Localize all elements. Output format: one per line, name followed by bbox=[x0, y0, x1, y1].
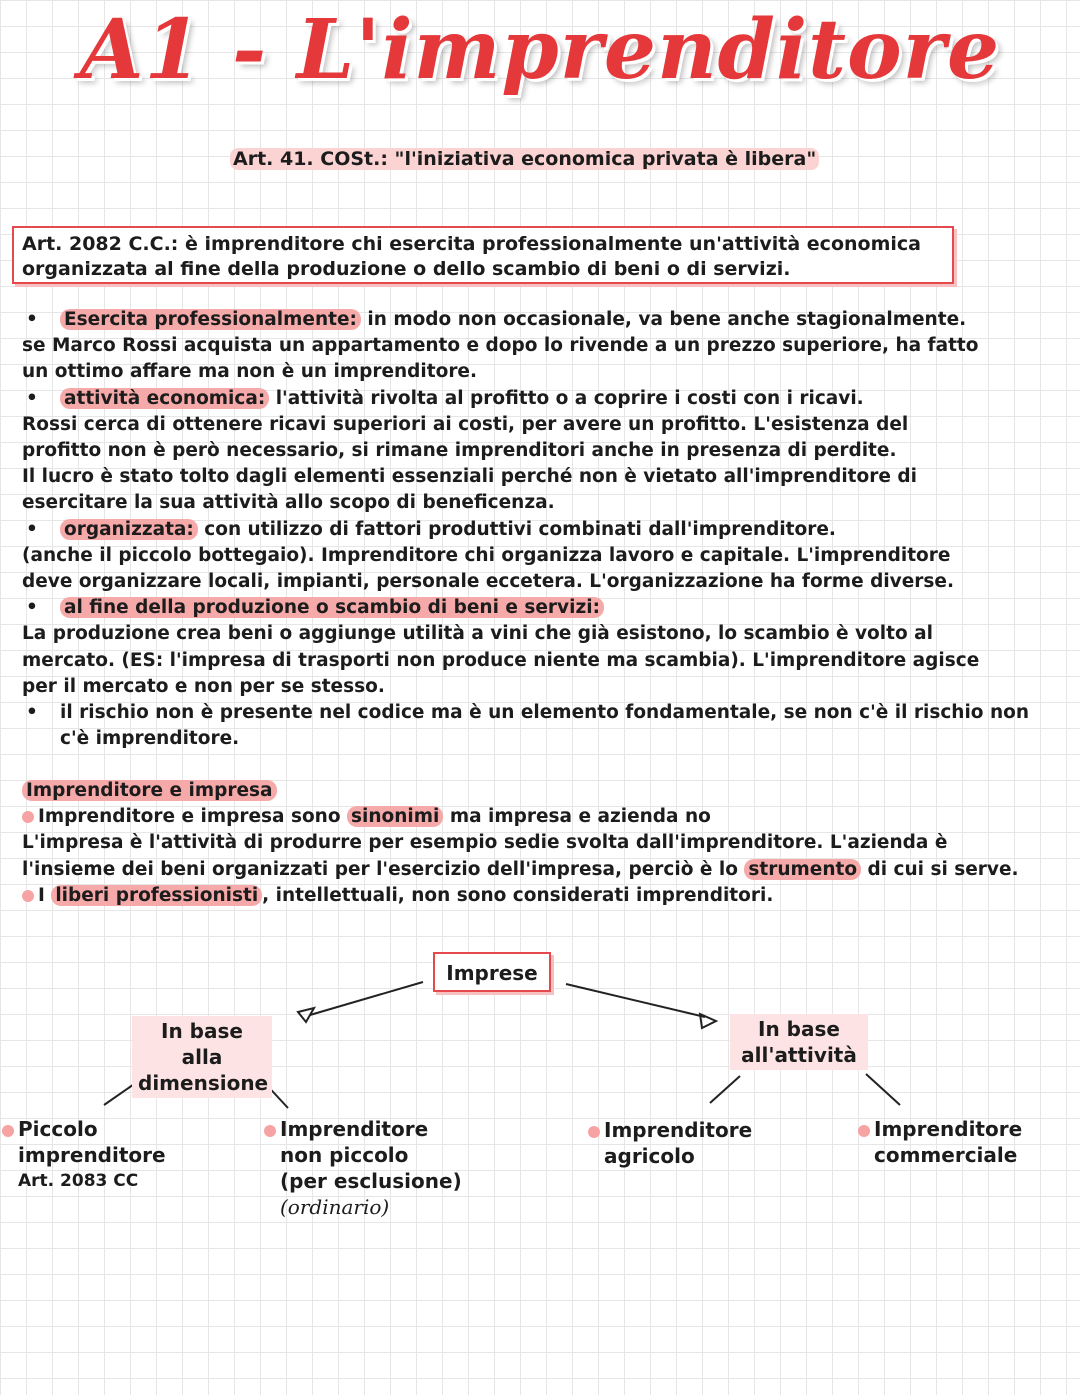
point-text: il rischio non è presente nel codice ma è un elemento fondamentale, se non c'è il rischio non bbox=[60, 702, 1030, 724]
section-text: di cui si serve. bbox=[861, 858, 1019, 880]
point-text: Il lucro è stato tolto dagli elementi essenziali perché non è vietato all'imprenditore di bbox=[22, 466, 917, 488]
bullet-icon: • bbox=[26, 387, 38, 409]
point-text: l'attività rivolta al profitto o a coprire i costi con i ricavi. bbox=[269, 387, 864, 409]
dot-icon bbox=[264, 1125, 276, 1137]
diagram-root bbox=[433, 952, 551, 992]
diagram-leaf-commerciale bbox=[858, 1116, 1022, 1168]
dot-icon bbox=[2, 1125, 14, 1137]
leaf-label: Imprenditore bbox=[604, 1118, 753, 1142]
node-label: In base alla bbox=[161, 1019, 243, 1069]
node-label: all'attività bbox=[741, 1043, 857, 1067]
diagram-root-label: Imprese bbox=[446, 961, 538, 985]
definition-line-2: organizzata al fine della produzione o dello scambio di beni o di servizi. bbox=[22, 258, 791, 280]
point-term: Esercita professionalmente: bbox=[60, 309, 361, 330]
leaf-label: Piccolo bbox=[18, 1117, 98, 1141]
bullet-icon: • bbox=[26, 702, 38, 724]
section-text: Imprenditore e impresa sono bbox=[38, 806, 347, 828]
diagram-leaf-non-piccolo bbox=[264, 1116, 462, 1220]
section-heading: Imprenditore e impresa bbox=[22, 780, 277, 801]
point-text: per il mercato e non per se stesso. bbox=[22, 675, 385, 697]
page-title: A1 - L'imprenditore bbox=[79, 2, 1001, 98]
subtitle-text: Art. 41. COSt.: "l'iniziativa economica privata è libera" bbox=[230, 148, 819, 170]
point-text: c'è imprenditore. bbox=[60, 728, 240, 750]
highlight-word: sinonimi bbox=[347, 806, 443, 827]
point-text: deve organizzare locali, impianti, personale eccetera. L'organizzazione ha forme diverse. bbox=[22, 571, 954, 593]
connector-line bbox=[866, 1074, 900, 1105]
definition-line-1: Art. 2082 C.C.: è imprenditore chi esercita professionalmente un'attività economica bbox=[22, 233, 921, 255]
node-label: In base bbox=[758, 1017, 840, 1041]
diagram-node-dimensione bbox=[132, 1016, 272, 1098]
leaf-label: Imprenditore bbox=[280, 1117, 429, 1141]
leaf-label: Art. 2083 CC bbox=[18, 1171, 139, 1191]
dot-icon bbox=[858, 1125, 870, 1137]
point-text: in modo non occasionale, va bene anche stagionalmente. bbox=[360, 309, 967, 330]
point-term: al fine della produzione o scambio di beni e servizi: bbox=[60, 597, 604, 618]
connector-line bbox=[310, 982, 423, 1015]
point-text: con utilizzo di fattori produttivi combinati dall'imprenditore. bbox=[197, 518, 836, 540]
leaf-label: (per esclusione) bbox=[280, 1169, 462, 1193]
leaf-label: imprenditore bbox=[18, 1143, 166, 1167]
point-text: mercato. (ES: l'impresa di trasporti non produce niente ma scambia). L'imprenditore agisce bbox=[22, 649, 980, 671]
leaf-label: non piccolo bbox=[280, 1143, 409, 1167]
dot-icon bbox=[588, 1126, 600, 1138]
point-text: un ottimo affare ma non è un imprenditore. bbox=[22, 361, 478, 383]
section-text: l'insieme dei beni organizzati per l'esercizio dell'impresa, perciò è lo bbox=[22, 858, 745, 880]
diagram-node-attivita bbox=[730, 1014, 868, 1070]
diagram-leaf-agricolo bbox=[588, 1117, 752, 1169]
node-label: dimensione bbox=[138, 1071, 269, 1095]
leaf-label: agricolo bbox=[604, 1144, 695, 1168]
bullet-icon: • bbox=[26, 309, 38, 330]
arrow-icon bbox=[700, 1014, 716, 1028]
point-text: (anche il piccolo bottegaio). Imprenditore chi organizza lavoro e capitale. L'imprenditore bbox=[22, 544, 951, 566]
connector-line bbox=[566, 984, 705, 1017]
diagram-leaf-piccolo bbox=[2, 1116, 166, 1194]
connector-line bbox=[710, 1076, 740, 1103]
section-text: , intellettuali, non sono considerati imprenditori. bbox=[262, 884, 774, 906]
highlight-word: strumento bbox=[744, 859, 861, 880]
point-text: profitto non è però necessario, si rimane imprenditori anche in presenza di perdite. bbox=[22, 440, 897, 462]
section-text: ma impresa e azienda no bbox=[443, 806, 711, 828]
point-text: Rossi cerca di ottenere ricavi superiori ai costi, per avere un profitto. L'esistenza del bbox=[22, 413, 909, 435]
point-term: organizzata: bbox=[60, 519, 198, 540]
leaf-label: Imprenditore bbox=[874, 1117, 1023, 1141]
leaf-label: commerciale bbox=[874, 1143, 1018, 1167]
leaf-label: (ordinario) bbox=[280, 1195, 390, 1219]
point-term: attività economica: bbox=[60, 388, 269, 409]
bullet-icon: • bbox=[26, 597, 38, 619]
point-text: esercitare la sua attività allo scopo di beneficenza. bbox=[22, 492, 555, 514]
highlight-word: liberi professionisti bbox=[51, 885, 262, 906]
section-text: L'impresa è l'attività di produrre per esempio sedie svolta dall'imprenditore. L'azienda è bbox=[22, 832, 948, 854]
point-text: La produzione crea beni o aggiunge utilità a vini che già esistono, lo scambio è volto al bbox=[22, 623, 933, 645]
point-text: se Marco Rossi acquista un appartamento e dopo lo rivende a un prezzo superiore, ha fatto bbox=[22, 335, 979, 357]
bullet-icon: • bbox=[26, 518, 38, 540]
section-text: I bbox=[38, 884, 52, 906]
